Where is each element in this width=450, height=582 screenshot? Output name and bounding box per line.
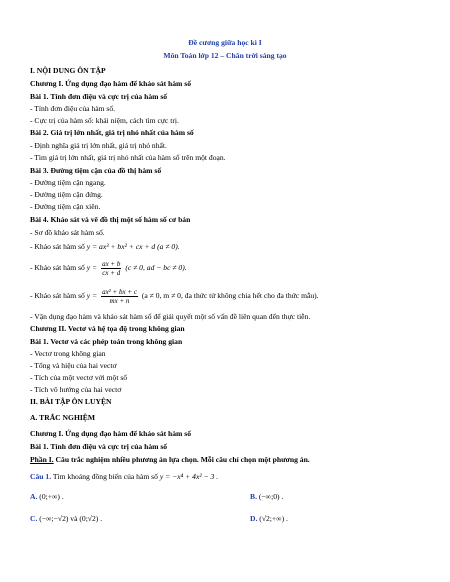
question-1-formula: y = −x⁴ + 4x² − 3 . [159, 472, 219, 481]
lesson-2-heading: Bài 2. Giá trị lớn nhất, giá trị nhỏ nhất của hàm số [30, 128, 194, 137]
section-heading-exercises: II. BÀI TẬP ÔN LUYỆN [30, 397, 112, 406]
answer-option-c[interactable] [30, 514, 102, 524]
formula-condition: (c ≠ 0, ad − bc ≠ 0). [125, 263, 187, 272]
lesson-1-item: - Tính đơn điệu của hàm số. [30, 104, 116, 113]
chapter-1-heading: Chương I. Ứng dụng đạo hàm để khảo sát hàm số [30, 79, 192, 88]
option-value: (√2;+∞) . [259, 514, 288, 523]
lesson-1-heading: Bài 1. Tính đơn điệu và cực trị của hàm số [30, 92, 168, 101]
document-subtitle: Môn Toán lớp 12 – Chân trời sáng tạo [163, 51, 287, 60]
question-1 [30, 472, 428, 482]
lesson-1-item: - Cực trị của hàm số: khái niệm, cách tìm cực trị. [30, 116, 179, 125]
fraction-denominator: cx + d [102, 268, 121, 277]
fraction-numerator: ax + b [102, 259, 121, 268]
chapter-2-item: - Tích của một vectơ với một số [30, 373, 128, 382]
lesson-4-heading: Bài 4. Khảo sát và vẽ đồ thị một số hàm số cơ bản [30, 215, 191, 224]
option-value: (0;+∞) . [39, 492, 64, 501]
lesson-2-item: - Định nghĩa giá trị lớn nhất, giá trị nhỏ nhất. [30, 141, 167, 150]
exercise-lesson-1-heading: Bài 1. Tính đơn điệu và cực trị của hàm số [30, 442, 168, 451]
lesson-4-item: - Sơ đồ khảo sát hàm số. [30, 228, 105, 237]
exercise-chapter-1-heading: Chương I. Ứng dụng đạo hàm để khảo sát hàm số [30, 429, 192, 438]
chapter-2-heading: Chương II. Vectơ và hệ tọa độ trong không gian [30, 324, 185, 333]
lesson-3-item: - Đường tiệm cận xiên. [30, 202, 101, 211]
chapter-2-item: - Tích vô hướng của hai vectơ [30, 385, 122, 394]
lesson-2-item: - Tìm giá trị lớn nhất, giá trị nhỏ nhất của hàm số trên một đoạn. [30, 153, 226, 162]
chapter-2-lesson-1-heading: Bài 1. Vectơ và các phép toán trong không gian [30, 337, 183, 346]
question-1-label: Câu 1. [30, 472, 52, 481]
question-1-text: Tìm khoảng đồng biến của hàm số [52, 472, 158, 481]
answer-option-b[interactable] [250, 492, 283, 502]
part-1-label: Phần I. [30, 455, 54, 464]
item-prefix: - Khảo sát hàm số [30, 263, 85, 272]
option-label: D. [250, 514, 258, 523]
item-prefix: - Khảo sát hàm số [30, 242, 85, 251]
formula-y: y = [86, 291, 98, 300]
lesson-4-quadratic-rational-item [30, 287, 428, 305]
part-1-instruction [30, 455, 428, 465]
answer-option-d[interactable] [250, 514, 288, 524]
formula-condition: (a ≠ 0, m ≠ 0, đa thức tử không chia hết cho đa thức mẫu). [141, 291, 319, 300]
fraction-denominator: mx + n [109, 296, 130, 305]
option-label: C. [30, 514, 38, 523]
chapter-2-item: - Tổng và hiệu của hai vectơ [30, 361, 117, 370]
formula-y: y = [86, 263, 98, 272]
option-label: B. [250, 492, 257, 501]
lesson-3-heading: Bài 3. Đường tiệm cận của đồ thị hàm số [30, 166, 162, 175]
lesson-4-rational-item [30, 259, 428, 277]
lesson-3-item: - Đường tiệm cận đứng. [30, 190, 103, 199]
chapter-2-item: - Vectơ trong không gian [30, 349, 106, 358]
rational-fraction [101, 288, 138, 305]
cubic-formula: y = ax³ + bx² + cx + d (a ≠ 0). [86, 242, 180, 251]
lesson-4-item: - Vận dụng đạo hàm và khảo sát hàm số để giải quyết một số vấn đề liên quan đến thực tiễn. [30, 312, 311, 321]
lesson-3-item: - Đường tiệm cận ngang. [30, 178, 106, 187]
lesson-4-cubic-item [30, 242, 428, 252]
rational-fraction [101, 260, 121, 277]
answer-option-a[interactable] [30, 492, 64, 502]
option-label: A. [30, 492, 38, 501]
document-title: Đề cương giữa học kì I [188, 38, 262, 47]
item-prefix: - Khảo sát hàm số [30, 291, 85, 300]
option-value: (−∞;0) . [258, 492, 284, 501]
part-1-text: Câu trắc nghiệm nhiều phương án lựa chọn. Mỗi câu chỉ chọn một phương án. [55, 455, 310, 464]
fraction-numerator: ax² + bx + c [102, 287, 137, 296]
section-heading-content: I. NỘI DUNG ÔN TẬP [30, 66, 106, 75]
option-value: (−∞;−√2) và (0;√2) . [39, 514, 103, 523]
subsection-multiple-choice: A. TRẮC NGHIỆM [30, 413, 96, 422]
